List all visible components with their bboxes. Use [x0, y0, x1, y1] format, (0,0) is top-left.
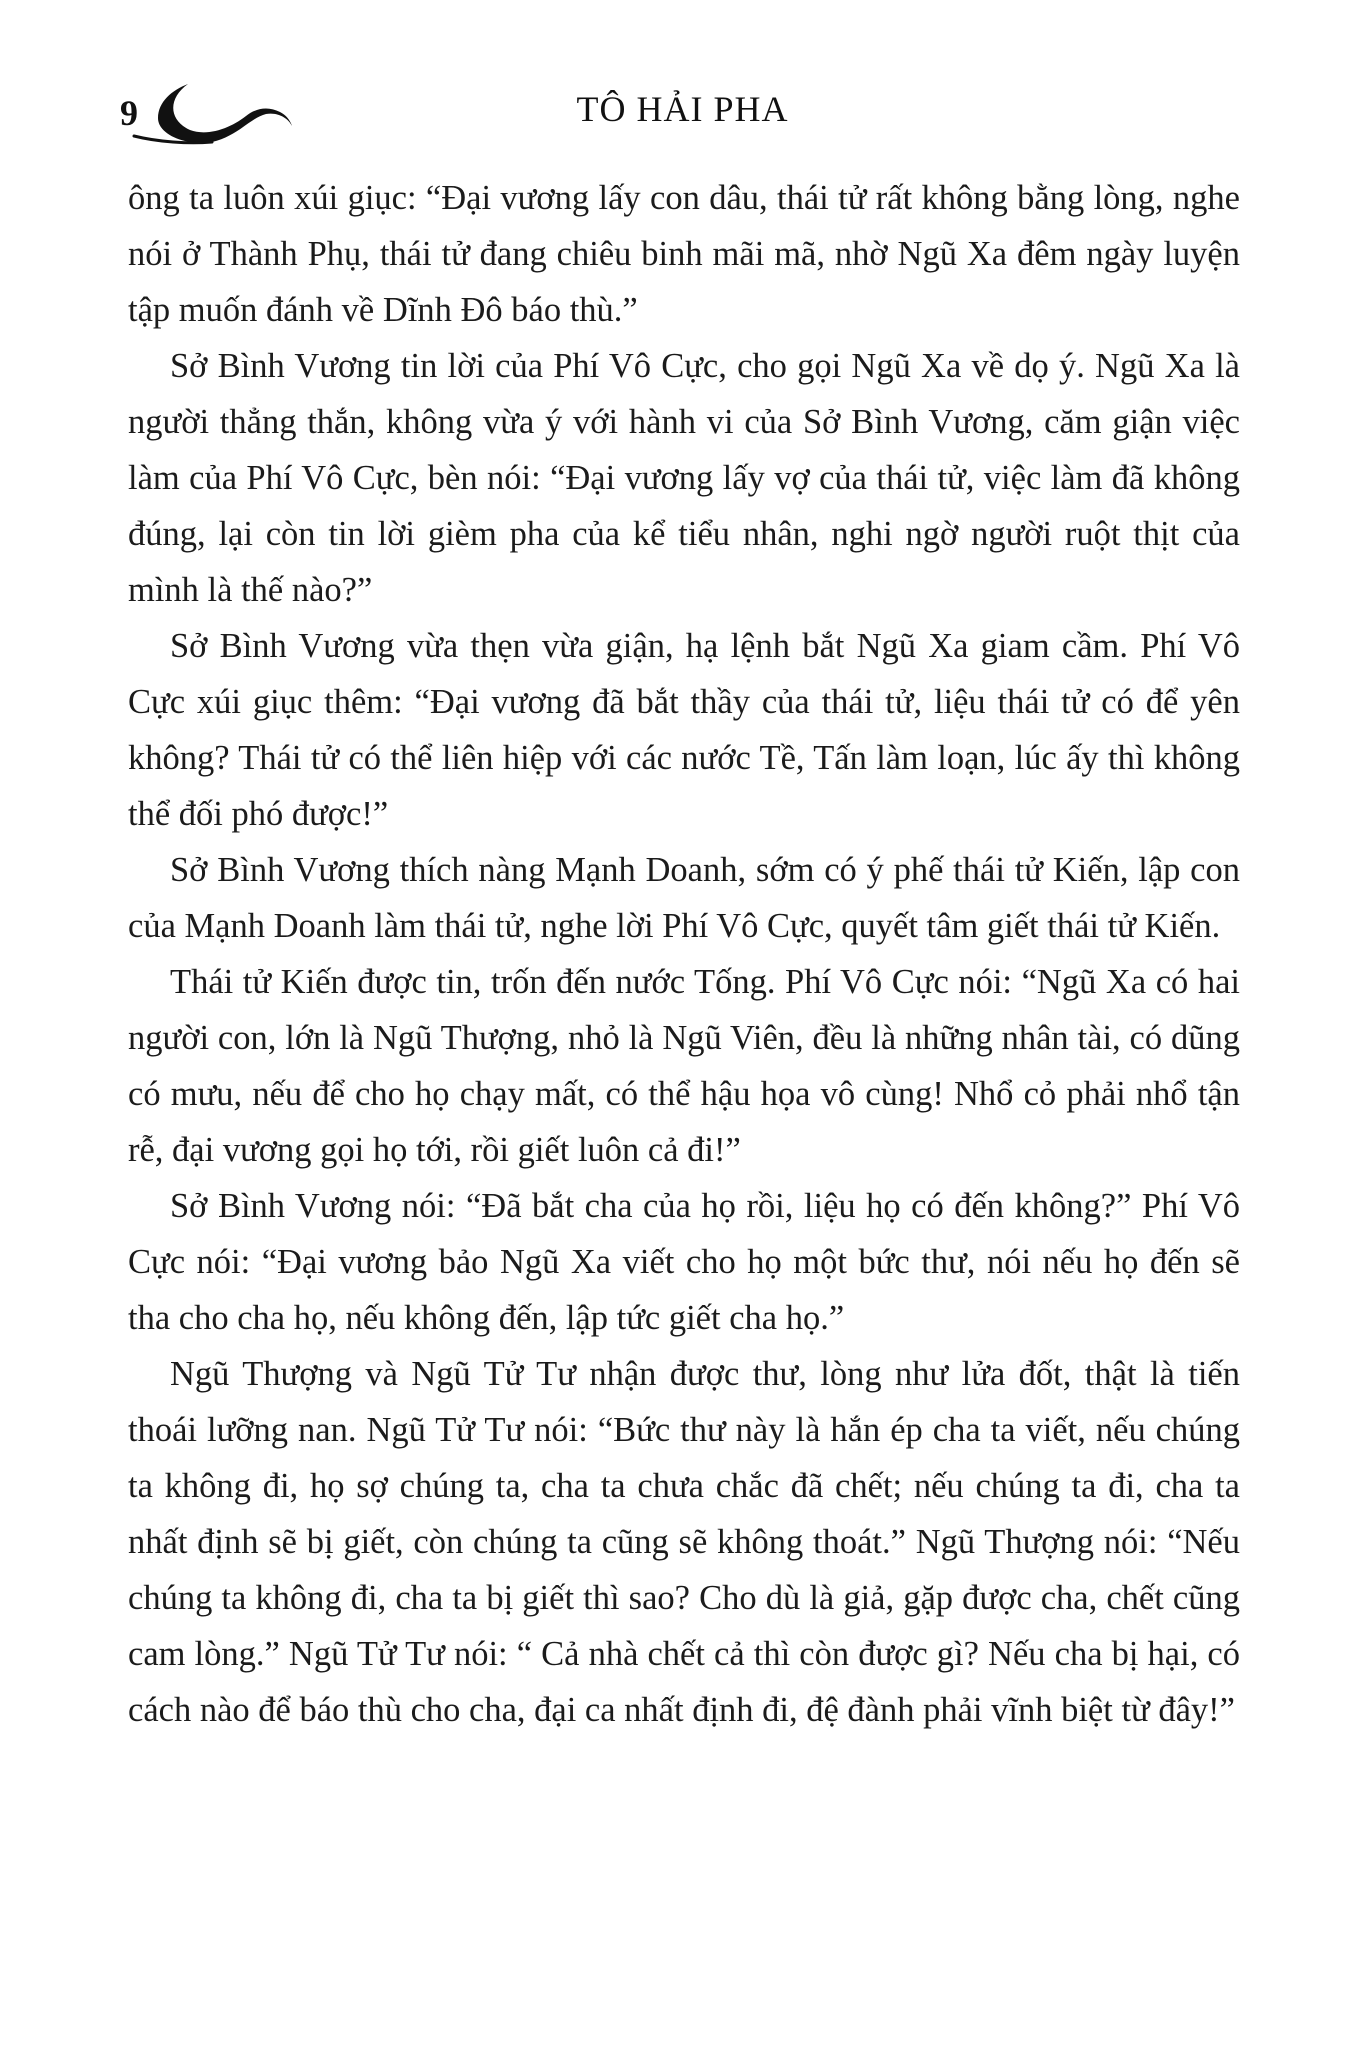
paragraph: Sở Bình Vương vừa thẹn vừa giận, hạ lệnh bắt Ngũ Xa giam cầm. Phí Vô Cực xúi giục thêm: “Đại vương đã bắt thầy của thái tử, liệu thái tử có để yên không? Thái tử có thể liên hiệp với các nước Tề, Tấn làm loạn, lúc ấy thì không thể đối phó được!”: [128, 627, 1240, 833]
body-text: [128, 170, 1240, 1738]
paragraph: Thái tử Kiến được tin, trốn đến nước Tống. Phí Vô Cực nói: “Ngũ Xa có hai người con, lớn là Ngũ Thượng, nhỏ là Ngũ Viên, đều là những nhân tài, có dũng có mưu, nếu để cho họ chạy mất, có thể hậu họa vô cùng! Nhổ cỏ phải nhổ tận rễ, đại vương gọi họ tới, rồi giết luôn cả đi!”: [128, 963, 1240, 1169]
paragraph: Sở Bình Vương nói: “Đã bắt cha của họ rồi, liệu họ có đến không?” Phí Vô Cực nói: “Đại vương bảo Ngũ Xa viết cho họ một bức thư, nói nếu họ đến sẽ tha cho cha họ, nếu không đến, lập tức giết cha họ.”: [128, 1187, 1240, 1337]
paragraph: Sở Bình Vương thích nàng Mạnh Doanh, sớm có ý phế thái tử Kiến, lập con của Mạnh Doanh làm thái tử, nghe lời Phí Vô Cực, quyết tâm giết thái tử Kiến.: [128, 851, 1240, 945]
paragraph: Sở Bình Vương tin lời của Phí Vô Cực, cho gọi Ngũ Xa về dọ ý. Ngũ Xa là người thẳng thắn, không vừa ý với hành vi của Sở Bình Vương, căm giận việc làm của Phí Vô Cực, bèn nói: “Đại vương lấy vợ của thái tử, việc làm đã không đúng, lại còn tin lời gièm pha của kể tiểu nhân, nghi ngờ người ruột thịt của mình là thế nào?”: [128, 347, 1240, 609]
paragraph: ông ta luôn xúi giục: “Đại vương lấy con dâu, thái tử rất không bằng lòng, nghe nói ở Thành Phụ, thái tử đang chiêu binh mãi mã, nhờ Ngũ Xa đêm ngày luyện tập muốn đánh về Dĩnh Đô báo thù.”: [128, 179, 1240, 329]
paragraph: Ngũ Thượng và Ngũ Tử Tư nhận được thư, lòng như lửa đốt, thật là tiến thoái lưỡng nan. Ngũ Tử Tư nói: “Bức thư này là hắn ép cha ta viết, nếu chúng ta không đi, họ sợ chúng ta, cha ta chưa chắc đã chết; nếu chúng ta đi, cha ta nhất định sẽ bị giết, còn chúng ta cũng sẽ không thoát.” Ngũ Thượng nói: “Nếu chúng ta không đi, cha ta bị giết thì sao? Cho dù là giả, gặp được cha, chết cũng cam lòng.” Ngũ Tử Tư nói: “ Cả nhà chết cả thì còn được gì? Nếu cha bị hại, có cách nào để báo thù cho cha, đại ca nhất định đi, đệ đành phải vĩnh biệt từ đây!”: [128, 1355, 1240, 1729]
page-number: 9: [120, 93, 138, 133]
running-title: TÔ HẢI PHA: [576, 89, 789, 129]
page-header: [120, 78, 1245, 158]
